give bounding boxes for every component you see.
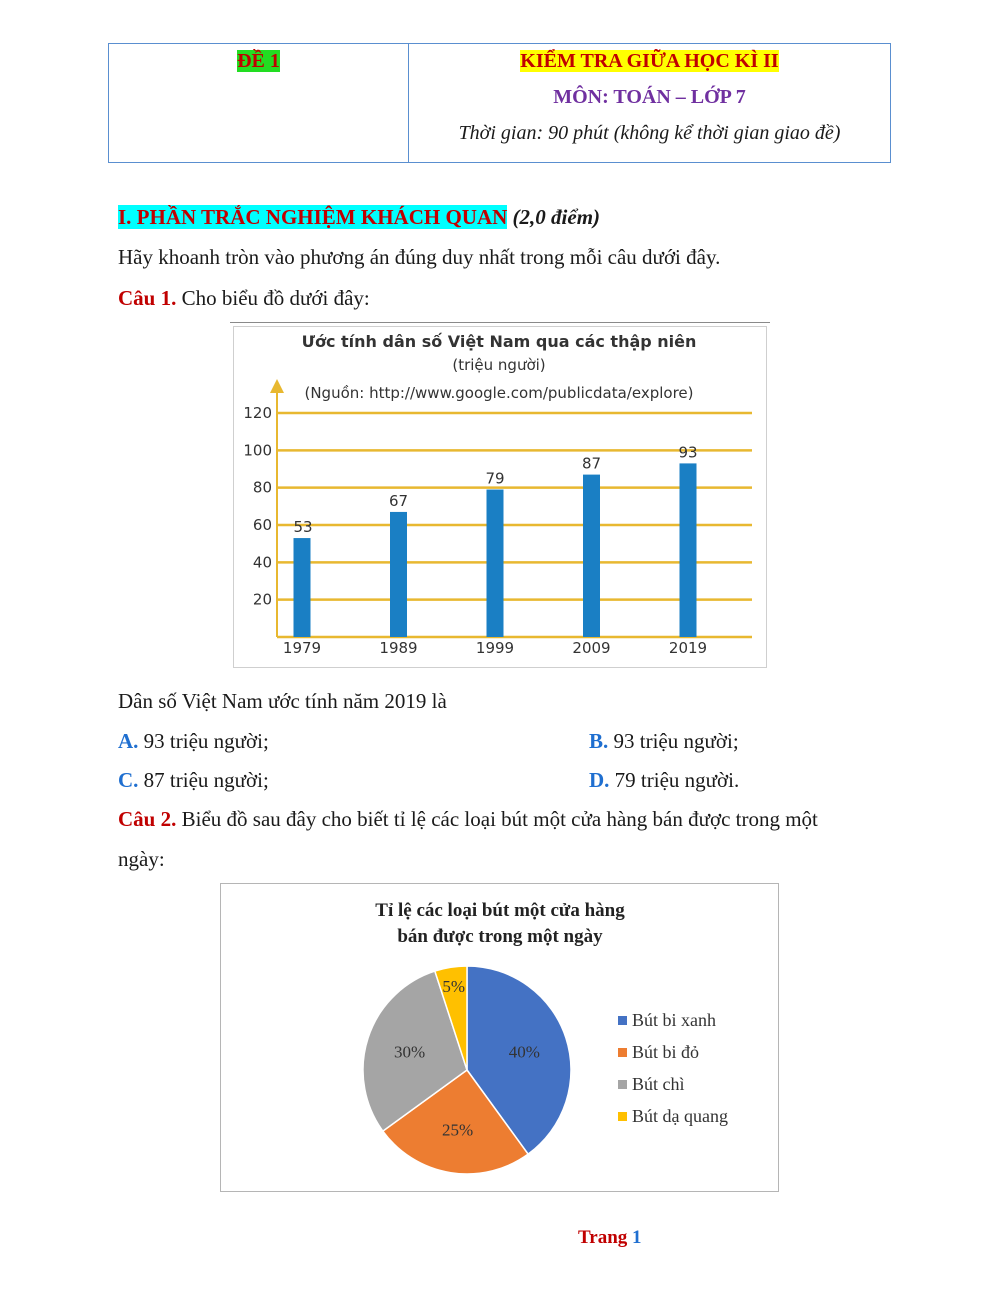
data-label: 79 bbox=[485, 469, 505, 488]
option-c-text: 87 triệu người; bbox=[138, 768, 269, 792]
bar bbox=[487, 490, 504, 637]
legend-swatch bbox=[618, 1048, 627, 1057]
bar-chart-subtitle: (triệu người) bbox=[452, 356, 546, 374]
x-tick-label: 2009 bbox=[572, 639, 611, 657]
data-label: 53 bbox=[293, 518, 313, 537]
y-tick-label: 20 bbox=[252, 590, 272, 609]
question-1-prompt: Dân số Việt Nam ước tính năm 2019 là bbox=[118, 689, 447, 713]
exam-title: KIỂM TRA GIỮA HỌC KÌ II bbox=[520, 50, 779, 72]
x-tick-label: 2019 bbox=[668, 639, 708, 657]
bar bbox=[390, 512, 407, 637]
section-title: I. PHẦN TRẮC NGHIỆM KHÁCH QUAN bbox=[118, 205, 508, 229]
option-b bbox=[589, 728, 739, 754]
header-right-cell bbox=[409, 44, 890, 162]
option-c bbox=[118, 767, 269, 793]
section-heading bbox=[118, 204, 600, 230]
exam-subject: MÔN: TOÁN – LỚP 7 bbox=[553, 86, 746, 108]
page-number: 1 bbox=[632, 1227, 642, 1248]
y-axis-arrow-icon bbox=[270, 379, 284, 393]
section-points: (2,0 điểm) bbox=[507, 205, 601, 229]
option-b-text: 93 triệu người; bbox=[608, 729, 739, 753]
slice-label: 30% bbox=[394, 1042, 426, 1062]
bar-chart-title: Ước tính dân số Việt Nam qua các thập niên bbox=[301, 332, 697, 351]
y-tick-label: 80 bbox=[252, 478, 272, 497]
legend-label: Bút bi đỏ bbox=[632, 1042, 700, 1062]
bar bbox=[583, 475, 600, 637]
slice-label: 40% bbox=[508, 1042, 540, 1062]
question-2-header bbox=[118, 806, 818, 832]
exam-time: Thời gian: 90 phút (không kể thời gian giao đề) bbox=[458, 122, 841, 144]
pie-chart-figure bbox=[220, 883, 779, 1192]
option-d bbox=[589, 767, 739, 793]
pie-chart-title-line2: bán được trong một ngày bbox=[397, 926, 603, 947]
question-1-header bbox=[118, 285, 370, 311]
legend-label: Bút bi xanh bbox=[632, 1010, 716, 1030]
legend-label: Bút chì bbox=[632, 1074, 685, 1094]
question-2-text: Biểu đồ sau đây cho biết tỉ lệ các loại bút một cửa hàng bán được trong một bbox=[176, 807, 818, 831]
legend-label: Bút dạ quang bbox=[632, 1106, 728, 1126]
question-2-text-cont: ngày: bbox=[118, 847, 165, 871]
option-c-key: C. bbox=[118, 768, 139, 792]
option-b-key: B. bbox=[589, 729, 609, 753]
bar bbox=[680, 463, 697, 637]
legend-swatch bbox=[618, 1016, 627, 1025]
bar bbox=[294, 538, 311, 637]
bar-chart bbox=[234, 327, 765, 666]
question-1-text: Cho biểu đồ dưới đây: bbox=[176, 286, 370, 310]
option-d-key: D. bbox=[589, 768, 610, 792]
slice-label: 25% bbox=[441, 1120, 474, 1140]
x-tick-label: 1999 bbox=[475, 639, 515, 657]
option-a bbox=[118, 728, 269, 754]
data-label: 87 bbox=[581, 454, 602, 473]
legend-swatch bbox=[618, 1080, 627, 1089]
option-a-key: A. bbox=[118, 729, 139, 753]
data-label: 93 bbox=[678, 443, 698, 462]
page-footer bbox=[578, 1227, 642, 1249]
header-left-cell bbox=[109, 44, 409, 162]
pie-chart-title-line1: Tỉ lệ các loại bút một cửa hàng bbox=[375, 900, 625, 921]
x-tick-label: 1979 bbox=[282, 639, 322, 657]
option-d-text: 79 triệu người. bbox=[609, 768, 740, 792]
figure-rule bbox=[230, 322, 770, 323]
bar-chart-figure bbox=[233, 326, 767, 668]
legend-swatch bbox=[618, 1112, 627, 1121]
y-tick-label: 40 bbox=[252, 553, 272, 572]
bar-chart-source: (Nguồn: http://www.google.com/publicdata/explore) bbox=[304, 384, 694, 402]
y-tick-label: 60 bbox=[252, 516, 272, 534]
y-tick-label: 120 bbox=[243, 404, 272, 422]
question-2-label: Câu 2. bbox=[118, 807, 177, 831]
question-1-label: Câu 1. bbox=[118, 286, 177, 310]
exam-code: ĐỀ 1 bbox=[237, 50, 280, 72]
footer-label: Trang bbox=[578, 1227, 633, 1248]
data-label: 67 bbox=[388, 491, 409, 510]
header-table bbox=[108, 43, 891, 163]
option-a-text: 93 triệu người; bbox=[138, 729, 269, 753]
slice-label: 5% bbox=[442, 976, 465, 996]
x-tick-label: 1989 bbox=[379, 639, 418, 657]
pie-chart bbox=[221, 884, 778, 1191]
section-instruction: Hãy khoanh tròn vào phương án đúng duy nhất trong mỗi câu dưới đây. bbox=[118, 245, 721, 269]
y-tick-label: 100 bbox=[243, 441, 272, 460]
